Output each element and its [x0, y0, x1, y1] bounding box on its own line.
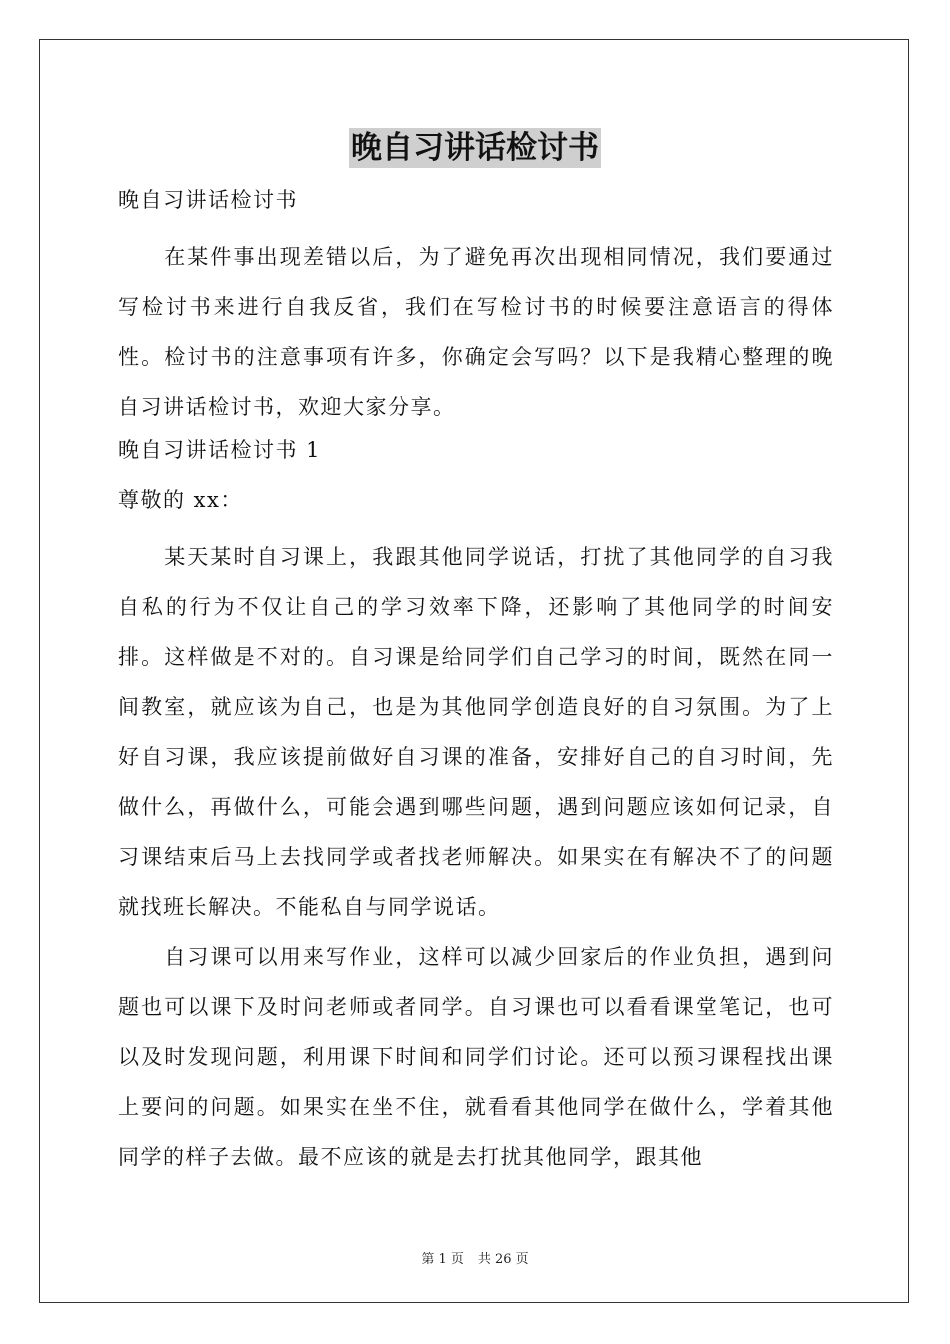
- intro-paragraph: 在某件事出现差错以后，为了避免再次出现相同情况，我们要通过写检讨书来进行自我反省，我们在写检讨书的时候要注意语言的得体性。检讨书的注意事项有许多，你确定会写吗？以下是我精心整理的晚自习讲话检讨书，欢迎大家分享。: [118, 245, 834, 419]
- body-paragraph-1: 某天某时自习课上，我跟其他同学说话，打扰了其他同学的自习我自私的行为不仅让自己的学习效率下降，还影响了其他同学的时间安排。这样做是不对的。自习课是给同学们自己学习的时间，既然在同一间教室，就应该为自己，也是为其他同学创造良好的自习氛围。为了上好自习课，我应该提前做好自习课的准备，安排好自己的自习时间，先做什么，再做什么，可能会遇到哪些问题，遇到问题应该如何记录，自习课结束后马上去找同学或者找老师解决。如果实在有解决不了的问题就找班长解决。不能私自与同学说话。: [118, 545, 834, 919]
- page-footer: [0, 1248, 950, 1267]
- salutation: 尊敬的 xx：: [118, 488, 243, 512]
- title-container: [0, 128, 950, 168]
- document-title: 晚自习讲话检讨书: [351, 130, 599, 166]
- section-title: 晚自习讲话检讨书 1: [118, 438, 322, 462]
- page-number: 第 1 页: [421, 1252, 464, 1267]
- body-paragraph-2: 自习课可以用来写作业，这样可以减少回家后的作业负担，遇到问题也可以课下及时问老师或者同学。自习课也可以看看课堂笔记，也可以及时发现问题，利用课下时间和同学们讨论。还可以预习课程找出课上要问的问题。如果实在坐不住，就看看其他同学在做什么，学着其他同学的样子去做。最不应该的就是去打扰其他同学，跟其他: [118, 945, 834, 1169]
- document-heading: 晚自习讲话检讨书: [118, 188, 298, 212]
- document-body: [118, 182, 834, 1182]
- page-total: 共 26 页: [477, 1252, 529, 1267]
